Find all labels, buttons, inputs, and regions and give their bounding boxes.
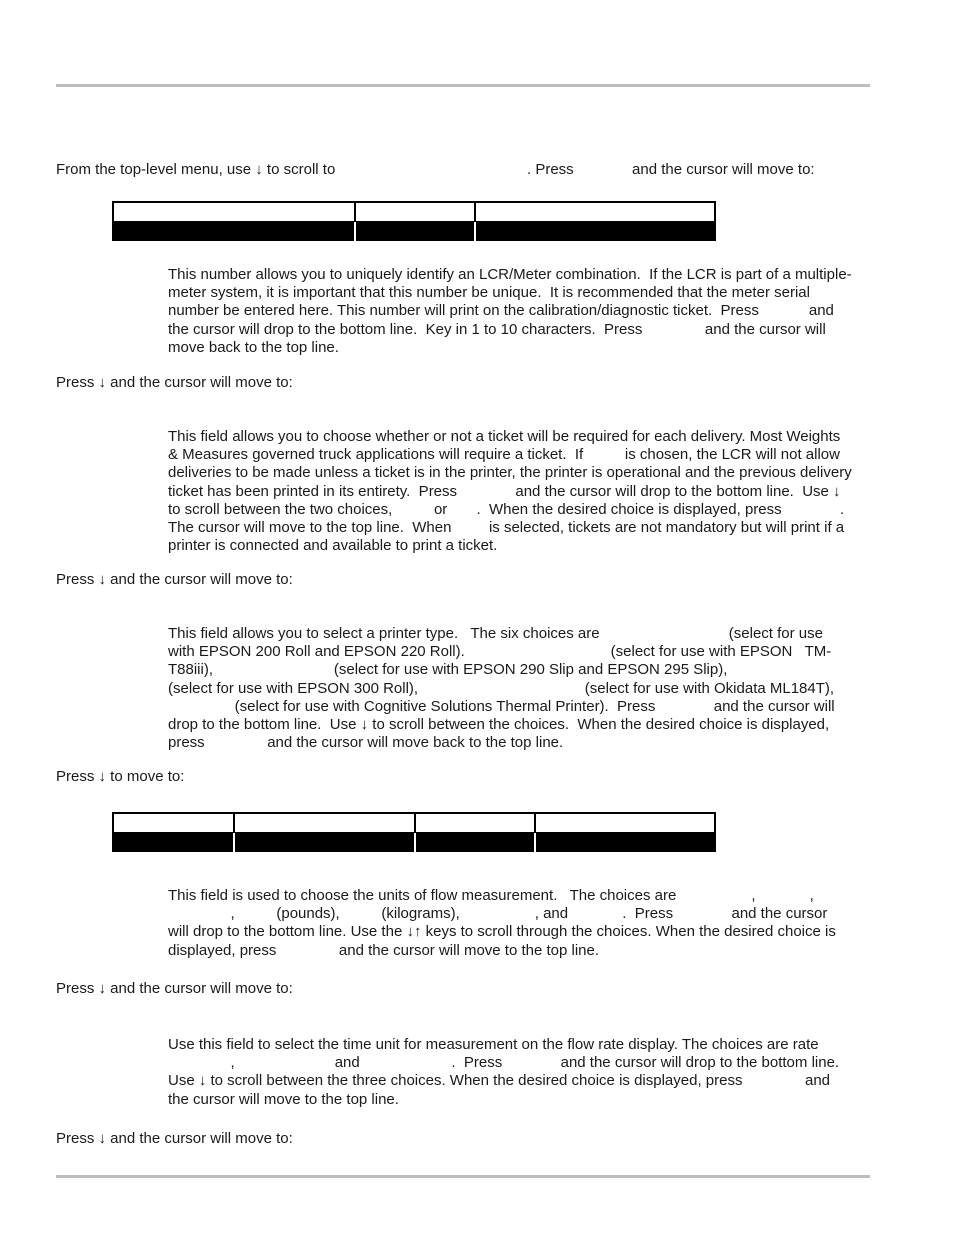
lcd-cell [114, 814, 233, 832]
press-instruction: Press ↓ and the cursor will move to: [56, 374, 293, 391]
header-rule [56, 84, 870, 87]
footer-rule [56, 1175, 870, 1178]
paragraph-line: & Measures governed truck applications will require a ticket. If is chosen, the LCR will not allow [168, 446, 840, 464]
ticket-required-description [168, 428, 880, 555]
press-instruction: Press ↓ to move to: [56, 768, 185, 785]
paragraph-line: to scroll between the two choices, or . When the desired choice is displayed, press . [168, 500, 845, 518]
lcd-cell [534, 833, 716, 852]
lcd-top-line [112, 201, 716, 222]
paragraph-line: press and the cursor will move back to the top line. [168, 734, 564, 752]
lcd-bottom-line [112, 833, 716, 852]
lcd-cell [112, 833, 233, 852]
lcd-cell [414, 833, 534, 852]
lcd-cell [112, 222, 354, 241]
paragraph-line: This field allows you to choose whether or not a ticket will be required for each delivery. Most Weights [168, 428, 841, 445]
paragraph-line: with EPSON 200 Roll and EPSON 220 Roll). (select for use with EPSON TM- [168, 643, 832, 661]
paragraph-line: meter system, it is important that this number be unique. It is recommended that the meter serial [168, 284, 810, 302]
paragraph-line: , (pounds), (kilograms), , and . Press and the cursor [168, 905, 828, 923]
paragraph-line: move back to the top line. [168, 338, 339, 356]
lcd-cell [233, 814, 414, 832]
paragraph-line: This field allows you to select a printer type. The six choices are (select for use [168, 625, 823, 642]
paragraph-line: Use this field to select the time unit for measurement on the flow rate display. The choices are rate [168, 1036, 819, 1053]
lcd-cell [354, 203, 474, 221]
lcd-bottom-line [112, 222, 716, 241]
lcd-cell [474, 203, 714, 221]
lcd-cell [534, 814, 714, 832]
lcd-cell [354, 222, 474, 241]
paragraph-line: (select for use with EPSON 300 Roll), (select for use with Okidata ML184T), [168, 679, 835, 697]
meter-id-description [168, 266, 880, 357]
paragraph-line: (select for use with Cognitive Solutions Thermal Printer). Press and the cursor will [168, 697, 835, 715]
press-instruction: Press ↓ and the cursor will move to: [56, 980, 293, 997]
paragraph-line: Use ↓ to scroll between the three choices. When the desired choice is displayed, press and [168, 1072, 830, 1090]
paragraph-line: the cursor will drop to the bottom line. Key in 1 to 10 characters. Press and the cursor will [168, 320, 826, 338]
paragraph-line: printer is connected and available to print a ticket. [168, 537, 498, 555]
paragraph-line: will drop to the bottom line. Use the ↓↑ keys to scroll through the choices. When the desired choice is [168, 923, 836, 941]
paragraph-line: drop to the bottom line. Use ↓ to scroll between the choices. When the desired choice is displayed, [168, 716, 830, 734]
paragraph-line: the cursor will move to the top line. [168, 1090, 399, 1108]
press-instruction: Press ↓ and the cursor will move to: [56, 1130, 293, 1147]
paragraph-line: deliveries to be made unless a ticket is in the printer, the printer is operational and the previous delivery [168, 464, 852, 482]
paragraph-line: number be entered here. This number will print on the calibration/diagnostic ticket. Press and [168, 302, 834, 320]
paragraph-line: This number allows you to uniquely identify an LCR/Meter combination. If the LCR is part of a multiple- [168, 266, 852, 283]
lcd-top-line [112, 812, 716, 833]
lcd-cell [233, 833, 414, 852]
paragraph-line: This field is used to choose the units of flow measurement. The choices are , , [168, 887, 814, 904]
paragraph-line: T88iii), (select for use with EPSON 290 Slip and EPSON 295 Slip), [168, 661, 728, 679]
lcd-cell [414, 814, 534, 832]
intro-text: From the top-level menu, use ↓ to scroll to . Press and the cursor will move to: [56, 161, 815, 178]
paragraph-line: ticket has been printed in its entirety. Press and the cursor will drop to the bottom line. Use ↓ [168, 482, 841, 500]
lcd-display-units [112, 812, 716, 852]
printer-type-description [168, 625, 880, 752]
lcd-display-meter-id [112, 201, 716, 241]
lcd-cell [114, 203, 354, 221]
time-unit-description [168, 1036, 880, 1109]
paragraph-line: displayed, press and the cursor will move to the top line. [168, 941, 600, 959]
lcd-cell [474, 222, 716, 241]
press-instruction: Press ↓ and the cursor will move to: [56, 571, 293, 588]
paragraph-line: , and . Press and the cursor will drop to the bottom line. [168, 1054, 840, 1072]
flow-units-description [168, 887, 880, 960]
paragraph-line: The cursor will move to the top line. When is selected, tickets are not mandatory but will print if a [168, 519, 845, 537]
